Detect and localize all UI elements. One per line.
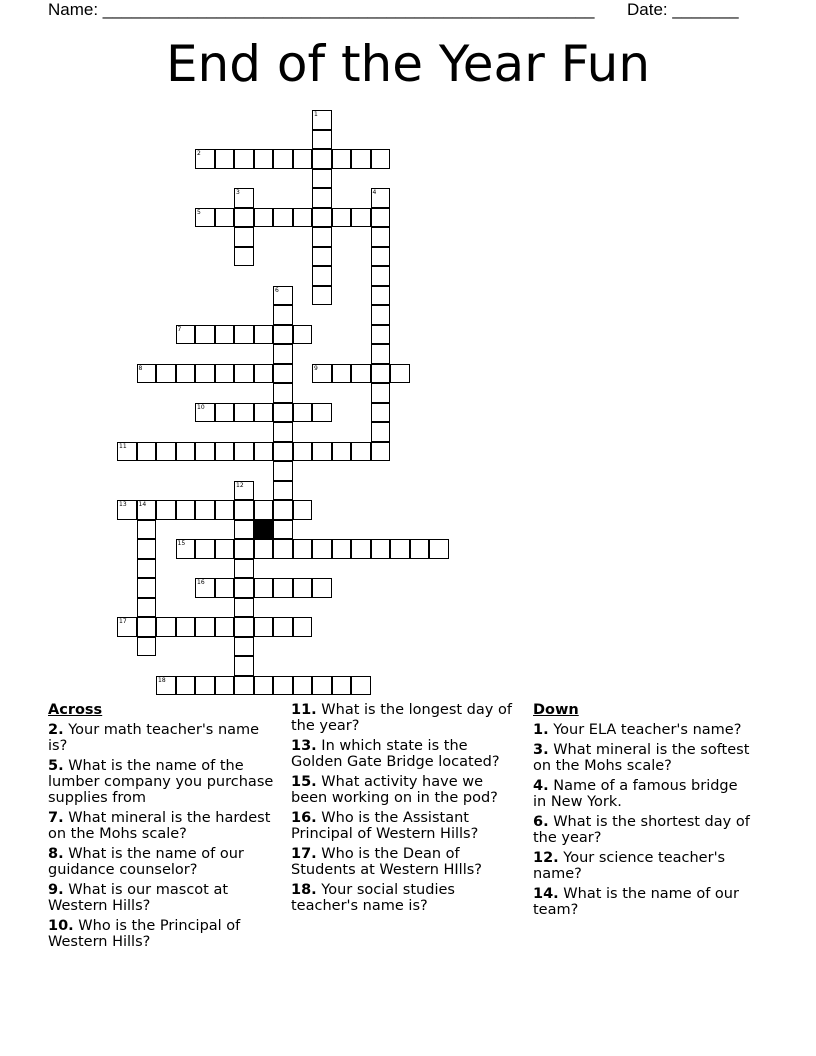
grid-cell[interactable] — [215, 617, 235, 637]
grid-cell[interactable] — [254, 539, 274, 559]
grid-cell[interactable] — [273, 676, 293, 696]
grid-cell[interactable] — [273, 149, 293, 169]
grid-cell[interactable] — [273, 208, 293, 228]
grid-cell[interactable] — [195, 364, 215, 384]
grid-cell[interactable] — [371, 227, 391, 247]
clue-item — [533, 886, 753, 918]
grid-cell[interactable] — [254, 578, 274, 598]
grid-cell[interactable] — [195, 500, 215, 520]
clue-number: 6. — [533, 814, 549, 830]
grid-cell[interactable] — [137, 637, 157, 657]
clue-item — [48, 918, 280, 950]
grid-cell[interactable] — [429, 539, 449, 559]
cell-number: 6 — [275, 286, 279, 294]
grid-cell[interactable] — [195, 539, 215, 559]
grid-cell[interactable] — [332, 149, 352, 169]
cell-number: 5 — [197, 208, 201, 216]
grid-cell[interactable] — [234, 500, 254, 520]
down-heading: Down — [533, 702, 579, 718]
grid-cell[interactable] — [234, 598, 254, 618]
clue-number: 3. — [533, 742, 549, 758]
date-line[interactable]: Date: _______ — [627, 0, 739, 19]
grid-cell[interactable] — [254, 442, 274, 462]
clue-text: Your social studies teacher's name is? — [291, 882, 455, 914]
grid-cell[interactable] — [332, 442, 352, 462]
grid-cell[interactable] — [234, 578, 254, 598]
grid-cell[interactable] — [312, 149, 332, 169]
clue-text: In which state is the Golden Gate Bridge located? — [291, 738, 500, 770]
grid-cell[interactable] — [215, 539, 235, 559]
grid-cell[interactable] — [273, 344, 293, 364]
grid-cell[interactable] — [215, 578, 235, 598]
grid-cell[interactable] — [371, 305, 391, 325]
grid-cell[interactable] — [293, 149, 313, 169]
clue-number: 4. — [533, 778, 549, 794]
grid-cell[interactable] — [332, 208, 352, 228]
grid-cell[interactable] — [312, 227, 332, 247]
clue-number: 9. — [48, 882, 64, 898]
grid-cell[interactable] — [254, 617, 274, 637]
grid-cell[interactable] — [215, 208, 235, 228]
cell-number: 13 — [119, 501, 127, 508]
clue-number: 1. — [533, 722, 549, 738]
grid-cell[interactable] — [137, 559, 157, 579]
clue-text: What is the name of our team? — [533, 886, 739, 918]
grid-cell[interactable] — [137, 539, 157, 559]
grid-cell[interactable] — [371, 383, 391, 403]
cell-number: 8 — [138, 364, 143, 372]
grid-cell[interactable] — [312, 266, 332, 286]
grid-cell[interactable] — [254, 364, 274, 384]
grid-cell[interactable] — [176, 617, 196, 637]
clue-number: 13. — [291, 738, 317, 754]
clue-text: What is our mascot at Western Hills? — [48, 882, 229, 914]
grid-cell[interactable] — [312, 286, 332, 306]
clue-item — [533, 742, 753, 774]
grid-cell[interactable] — [273, 305, 293, 325]
black-cell — [254, 520, 274, 540]
across-heading: Across — [48, 702, 103, 718]
grid-cell[interactable] — [371, 539, 391, 559]
clue-number: 17. — [291, 846, 317, 862]
cell-number: 7 — [177, 325, 182, 333]
grid-cell[interactable] — [390, 539, 410, 559]
grid-cell[interactable] — [176, 364, 196, 384]
clue-number: 2. — [48, 722, 64, 738]
grid-cell[interactable] — [312, 442, 332, 462]
clue-text: Who is the Dean of Students at Western HIlls? — [291, 846, 482, 878]
grid-cell[interactable] — [234, 364, 254, 384]
grid-cell[interactable] — [273, 383, 293, 403]
grid-cell[interactable] — [215, 500, 235, 520]
grid-cell[interactable] — [371, 442, 391, 462]
grid-cell[interactable] — [293, 500, 313, 520]
grid-cell[interactable] — [371, 403, 391, 423]
grid-cell[interactable] — [176, 442, 196, 462]
grid-cell[interactable] — [215, 676, 235, 696]
grid-cell[interactable] — [176, 500, 196, 520]
grid-cell[interactable] — [371, 247, 391, 267]
grid-cell[interactable] — [273, 403, 293, 423]
grid-cell[interactable] — [371, 325, 391, 345]
cell-number: 9 — [314, 364, 318, 372]
clue-item — [291, 882, 523, 914]
grid-cell[interactable] — [195, 676, 215, 696]
grid-cell[interactable] — [312, 578, 332, 598]
grid-cell[interactable] — [371, 266, 391, 286]
grid-cell[interactable] — [137, 578, 157, 598]
grid-cell[interactable] — [215, 325, 235, 345]
grid-cell[interactable] — [312, 169, 332, 189]
grid-cell[interactable] — [371, 149, 391, 169]
grid-cell[interactable] — [195, 617, 215, 637]
grid-cell[interactable] — [156, 617, 176, 637]
grid-cell[interactable] — [215, 364, 235, 384]
grid-cell[interactable] — [293, 208, 313, 228]
grid-cell[interactable] — [254, 149, 274, 169]
grid-cell[interactable] — [293, 539, 313, 559]
cell-number: 10 — [197, 403, 205, 411]
grid-cell[interactable] — [137, 598, 157, 618]
grid-cell[interactable] — [351, 442, 371, 462]
clue-text: Name of a famous bridge in New York. — [533, 778, 738, 810]
grid-cell[interactable] — [351, 149, 371, 169]
clue-text: Your math teacher's name is? — [48, 722, 260, 754]
grid-cell[interactable] — [176, 676, 196, 696]
cell-number: 17 — [119, 618, 127, 625]
grid-cell[interactable] — [234, 559, 254, 579]
grid-cell[interactable] — [293, 617, 313, 637]
clue-text: What is the name of the lumber company you purchase supplies from — [48, 758, 274, 806]
clue-item — [291, 738, 523, 770]
grid-cell[interactable] — [254, 676, 274, 696]
grid-cell[interactable] — [273, 500, 293, 520]
grid-cell[interactable] — [371, 422, 391, 442]
cell-number: 2 — [197, 150, 201, 157]
grid-cell[interactable] — [293, 578, 313, 598]
clue-item — [533, 722, 753, 738]
clue-text: What is the longest day of the year? — [291, 702, 512, 734]
name-line[interactable]: Name: ____________________________________________________ — [48, 0, 595, 19]
clue-number: 10. — [48, 918, 74, 934]
clue-text: Who is the Assistant Principal of Western Hills? — [291, 810, 479, 842]
grid-cell[interactable] — [332, 539, 352, 559]
grid-cell[interactable] — [234, 208, 254, 228]
grid-cell[interactable] — [234, 637, 254, 657]
clue-item — [291, 702, 523, 734]
grid-cell[interactable] — [254, 208, 274, 228]
down-clues — [533, 702, 753, 922]
clue-item — [48, 882, 280, 914]
grid-cell[interactable] — [234, 656, 254, 676]
grid-cell[interactable] — [351, 208, 371, 228]
grid-cell[interactable] — [351, 364, 371, 384]
grid-cell[interactable] — [273, 617, 293, 637]
clue-number: 5. — [48, 758, 64, 774]
cell-number: 3 — [236, 189, 240, 196]
clue-text: Your science teacher's name? — [533, 850, 726, 882]
grid-cell[interactable] — [195, 442, 215, 462]
grid-cell[interactable] — [312, 676, 332, 696]
clue-item — [48, 846, 280, 878]
grid-cell[interactable] — [195, 325, 215, 345]
grid-cell[interactable] — [273, 520, 293, 540]
grid-cell[interactable] — [215, 442, 235, 462]
clue-number: 16. — [291, 810, 317, 826]
grid-cell[interactable] — [215, 403, 235, 423]
grid-cell[interactable] — [273, 364, 293, 384]
cell-number: 4 — [372, 189, 377, 196]
clue-number: 18. — [291, 882, 317, 898]
grid-cell[interactable] — [234, 247, 254, 267]
grid-cell[interactable] — [293, 325, 313, 345]
grid-cell[interactable] — [273, 442, 293, 462]
cell-number: 18 — [158, 676, 166, 684]
grid-cell[interactable] — [234, 617, 254, 637]
grid-cell[interactable] — [312, 208, 332, 228]
clue-item — [291, 774, 523, 806]
grid-cell[interactable] — [312, 403, 332, 423]
cell-number: 14 — [138, 501, 147, 508]
grid-cell[interactable] — [273, 481, 293, 501]
grid-cell[interactable] — [273, 539, 293, 559]
clue-number: 15. — [291, 774, 317, 790]
grid-cell[interactable] — [371, 208, 391, 228]
grid-cell[interactable] — [137, 617, 157, 637]
clue-number: 7. — [48, 810, 64, 826]
grid-cell[interactable] — [254, 403, 274, 423]
grid-cell[interactable] — [234, 149, 254, 169]
grid-cell[interactable] — [234, 520, 254, 540]
grid-cell[interactable] — [234, 325, 254, 345]
cell-number: 11 — [119, 442, 127, 450]
clue-text: What is the shortest day of the year? — [533, 814, 750, 846]
grid-cell[interactable] — [234, 403, 254, 423]
clue-number: 14. — [533, 886, 559, 902]
grid-cell[interactable] — [156, 364, 176, 384]
clue-item — [48, 722, 280, 754]
grid-cell[interactable] — [215, 149, 235, 169]
clue-text: What mineral is the hardest on the Mohs scale? — [48, 810, 271, 842]
clue-number: 12. — [533, 850, 559, 866]
grid-cell[interactable] — [273, 461, 293, 481]
clue-number: 11. — [291, 702, 317, 718]
grid-cell[interactable] — [371, 286, 391, 306]
grid-cell[interactable] — [351, 676, 371, 696]
across-clues-col-1 — [48, 702, 280, 954]
clue-text: What activity have we been working on in the pod? — [291, 774, 498, 806]
grid-cell[interactable] — [156, 442, 176, 462]
clue-text: Your ELA teacher's name? — [553, 722, 742, 738]
clue-text: What is the name of our guidance counselor? — [48, 846, 244, 878]
grid-cell[interactable] — [273, 422, 293, 442]
page-title: End of the Year Fun — [165, 35, 651, 93]
grid-cell[interactable] — [312, 539, 332, 559]
grid-cell[interactable] — [137, 442, 157, 462]
grid-cell[interactable] — [332, 676, 352, 696]
clue-item — [291, 846, 523, 878]
grid-cell[interactable] — [371, 364, 391, 384]
grid-cell[interactable] — [234, 676, 254, 696]
clue-text: Who is the Principal of Western Hills? — [48, 918, 241, 950]
grid-cell[interactable] — [312, 130, 332, 150]
clue-item — [48, 810, 280, 842]
grid-cell[interactable] — [156, 500, 176, 520]
clue-number: 8. — [48, 846, 64, 862]
grid-cell[interactable] — [390, 364, 410, 384]
grid-cell[interactable] — [332, 364, 352, 384]
grid-cell[interactable] — [137, 520, 157, 540]
grid-cell[interactable] — [312, 188, 332, 208]
grid-cell[interactable] — [293, 403, 313, 423]
clue-item — [533, 814, 753, 846]
grid-cell[interactable] — [254, 500, 274, 520]
clue-item — [533, 778, 753, 810]
grid-cell[interactable] — [312, 247, 332, 267]
cell-number: 12 — [236, 481, 244, 489]
grid-cell[interactable] — [254, 325, 274, 345]
grid-cell[interactable] — [234, 442, 254, 462]
clue-text: What mineral is the softest on the Mohs scale? — [533, 742, 750, 774]
clue-item — [48, 758, 280, 806]
cell-number: 16 — [197, 579, 205, 586]
clue-item — [291, 810, 523, 842]
grid-cell[interactable] — [273, 325, 293, 345]
grid-cell[interactable] — [351, 539, 371, 559]
grid-cell[interactable] — [234, 227, 254, 247]
grid-cell[interactable] — [293, 676, 313, 696]
grid-cell[interactable] — [371, 344, 391, 364]
grid-cell[interactable] — [410, 539, 430, 559]
across-clues-col-2 — [291, 702, 523, 918]
cell-number: 15 — [177, 540, 186, 547]
clue-item — [533, 850, 753, 882]
grid-cell[interactable] — [273, 578, 293, 598]
grid-cell[interactable] — [234, 539, 254, 559]
cell-number: 1 — [314, 111, 318, 118]
grid-cell[interactable] — [293, 442, 313, 462]
